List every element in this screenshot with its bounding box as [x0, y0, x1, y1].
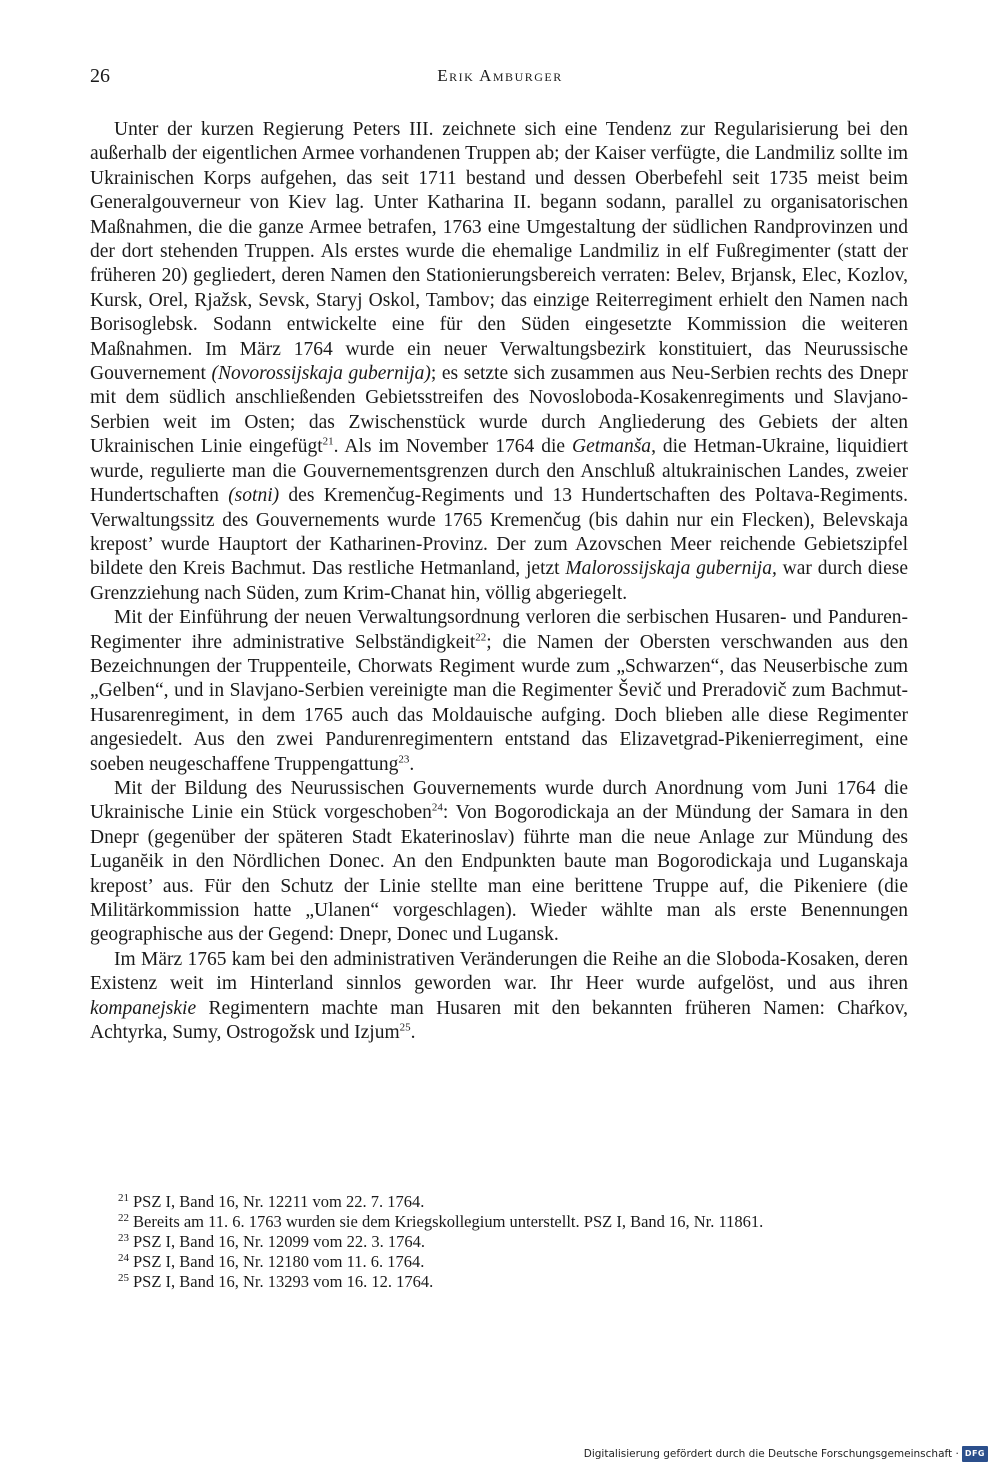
text-run: , die Hetman-Ukraine, liquidiert wurde, regulierte man die Gouvernementsgrenzen durch den Anschluß altukrainischen Landes, zweier Hundertschaften: [90, 436, 908, 507]
footnote-text: PSZ I, Band 16, Nr. 12211 vom 22. 7. 1764.: [133, 1192, 425, 1211]
italic-term: (sotni): [228, 485, 280, 507]
text-run: ; es setzte sich zusammen aus Neu-Serbien rechts des Dnepr mit dem südlich anschließenden Gebietsstreifen des Novoslobodа-Kosakenregiments und Slavjano-Serbien weit im Osten; das Zwischenstück wurde durch Angliederung des Gebiets der alten Ukrainischen Linie eingefügt: [90, 363, 908, 458]
footnote-text: PSZ I, Band 16, Nr. 12180 vom 11. 6. 1764.: [133, 1252, 425, 1271]
footnote-ref: 23: [398, 753, 410, 766]
text-run: . Als im November 1764 die: [333, 436, 572, 458]
italic-term: (Novorossijskaja gubernija): [211, 363, 431, 385]
page-number: 26: [90, 65, 110, 87]
footnote-number: 21: [118, 1191, 129, 1204]
footnote-ref: 25: [399, 1021, 411, 1034]
text-run: Regimentern machte man Husaren mit den bekannten früheren Namen: Chaŕkov, Achtyrka, Sumy, Ostrogožsk und Izjum: [90, 997, 908, 1044]
footnotes: [118, 1192, 918, 1292]
paragraph: [90, 606, 908, 777]
footnote: [118, 1272, 918, 1292]
italic-term: kompanejskie: [90, 997, 197, 1019]
paragraph: [90, 777, 908, 948]
footnote-text: PSZ I, Band 16, Nr. 13293 vom 16. 12. 1764.: [133, 1272, 434, 1291]
text-run: : Von Bogorodickaja an der Mündung der Samara in den Dnepr (gegenüber der späteren Stadt Ekaterinoslav) führte man die neue Anlage zur Mündung des Luganĕik in den Nördlichen Donec. An den Endpunkten baute man Bogorodickaja und Luganskaja krepost’ aus. Für den Schutz der Linie stellte man eine berittene Truppe auf, die Pikeniere (die Militärkommission hatte „Ulanen“ vorgeschlagen). Wieder wählte man als erste Benennungen geographische aus der Gegend: Dnepr, Donec und Lugansk.: [90, 802, 908, 946]
text-run: .: [409, 753, 415, 775]
footnote-number: 25: [118, 1271, 129, 1284]
digitization-credit: [584, 1446, 988, 1462]
footnote-ref: 24: [431, 801, 443, 814]
text-run: Mit der Bildung des Neurussischen Gouvernements wurde durch Anordnung vom Juni 1764 die Ukrainische Linie ein Stück vorgeschoben: [90, 777, 908, 824]
footnote-number: 24: [118, 1251, 129, 1264]
text-run: ; die Namen der Obersten verschwanden aus den Bezeichnungen der Truppenteile, Chorwats Regiment wurde zum „Schwarzen“, das Neuserbische zum „Gelben“, und in Slavjano-Serbien vereinigte man die Regimenter Ševič und Preradovič zum Bachmut-Husarenregiment, in dem 1765 auch das Moldauische aufging. Doch blieben alle diese Regimenter angesiedelt. Aus den zwei Pandurenregimentern entstand das Elizavetgrad-Pikenierregiment, eine soeben neugeschaffene Truppengattung: [90, 631, 908, 775]
running-head: Erik Amburger: [437, 66, 563, 85]
footnote-number: 22: [118, 1211, 129, 1224]
paragraph: [90, 118, 908, 606]
footnote: [118, 1212, 918, 1232]
credit-text: Digitalisierung gefördert durch die Deutsche Forschungsgemeinschaft ·: [583, 1448, 959, 1460]
text-run: des Kremenčug-Regiments und 13 Hundertschaften des Poltava-Regiments. Verwaltungssitz des Gouvernements wurde 1765 Kremenčug (bis dahin nur ein Flecken), Belevskaja krepost’ wurde Hauptort der Katharinen-Provinz. Der zum Azovschen Meer reichende Gebietszipfel bildete den Kreis Bachmut. Das restliche Hetmanland, jetzt: [90, 485, 908, 580]
text-run: Im März 1765 kam bei den administrativen Veränderungen die Reihe an die Sloboda-Kosaken, deren Existenz weit im Hinterland sinnlos geworden war. Ihr Heer wurde aufgelöst, und aus ihren: [90, 948, 908, 995]
text-run: Mit der Einführung der neuen Verwaltungsordnung verloren die serbischen Husaren- und Panduren-Regimenter ihre administrative Selbständigkeit: [90, 607, 908, 653]
footnote: [118, 1232, 918, 1252]
italic-term: Getmanša: [571, 436, 652, 458]
dfg-logo: DFG: [962, 1446, 988, 1462]
footnote: [118, 1252, 918, 1272]
footnote-text: Bereits am 11. 6. 1763 wurden sie dem Kriegskollegium unterstellt. PSZ I, Band 16, Nr. 11861.: [133, 1212, 764, 1231]
text-run: Unter der kurzen Regierung Peters III. zeichnete sich eine Tendenz zur Regularisierung bei den außerhalb der eigentlichen Armee vorhandenen Truppen ab; der Kaiser verfügte, die Landmiliz sollte im Ukrainischen Korps aufgehen, das seit 1711 bestand und dessen Oberbefehl seit 1735 meist beim Generalgouverneur von Kiev lag. Unter Katharina II. begann sodann, parallel zu organisatorischen Maßnahmen, die die ganze Armee betrafen, 1763 eine Umgestaltung der südlichen Randprovinzen und der dort stehenden Truppen. Als erstes wurde die ehemalige Landmiliz in elf Fußregimenter (statt der früheren 20) gegliedert, deren Namen den Stationierungsbereich verraten: Belev, Brjansk, Elec, Kozlov, Kursk, Orel, Rjažsk, Sevsk, Staryj Oskol, Tambov; das einzige Reiterregiment erhielt den Namen nach Borisoglebsk. Sodann entwickelte eine für den Süden eingesetzte Kommission die weiteren Maßnahmen. Im März 1764 wurde ein neuer Verwaltungsbezirk konstituiert, das Neurussische Gouvernement: [90, 119, 908, 385]
italic-term: Malorossijskaja gubernija,: [565, 558, 777, 580]
footnote-text: PSZ I, Band 16, Nr. 12099 vom 22. 3. 1764.: [133, 1232, 425, 1251]
text-run: .: [410, 1022, 416, 1044]
paragraph: [90, 948, 908, 1046]
text-run: war durch diese Grenzziehung nach Süden, zum Krim-Chanat hin, völlig abgeriegelt.: [90, 558, 909, 604]
footnote-ref: 21: [322, 435, 334, 448]
footnote-number: 23: [118, 1231, 129, 1244]
footnote-ref: 22: [475, 631, 487, 644]
footnote: [118, 1192, 918, 1212]
body-text: [90, 118, 908, 1045]
